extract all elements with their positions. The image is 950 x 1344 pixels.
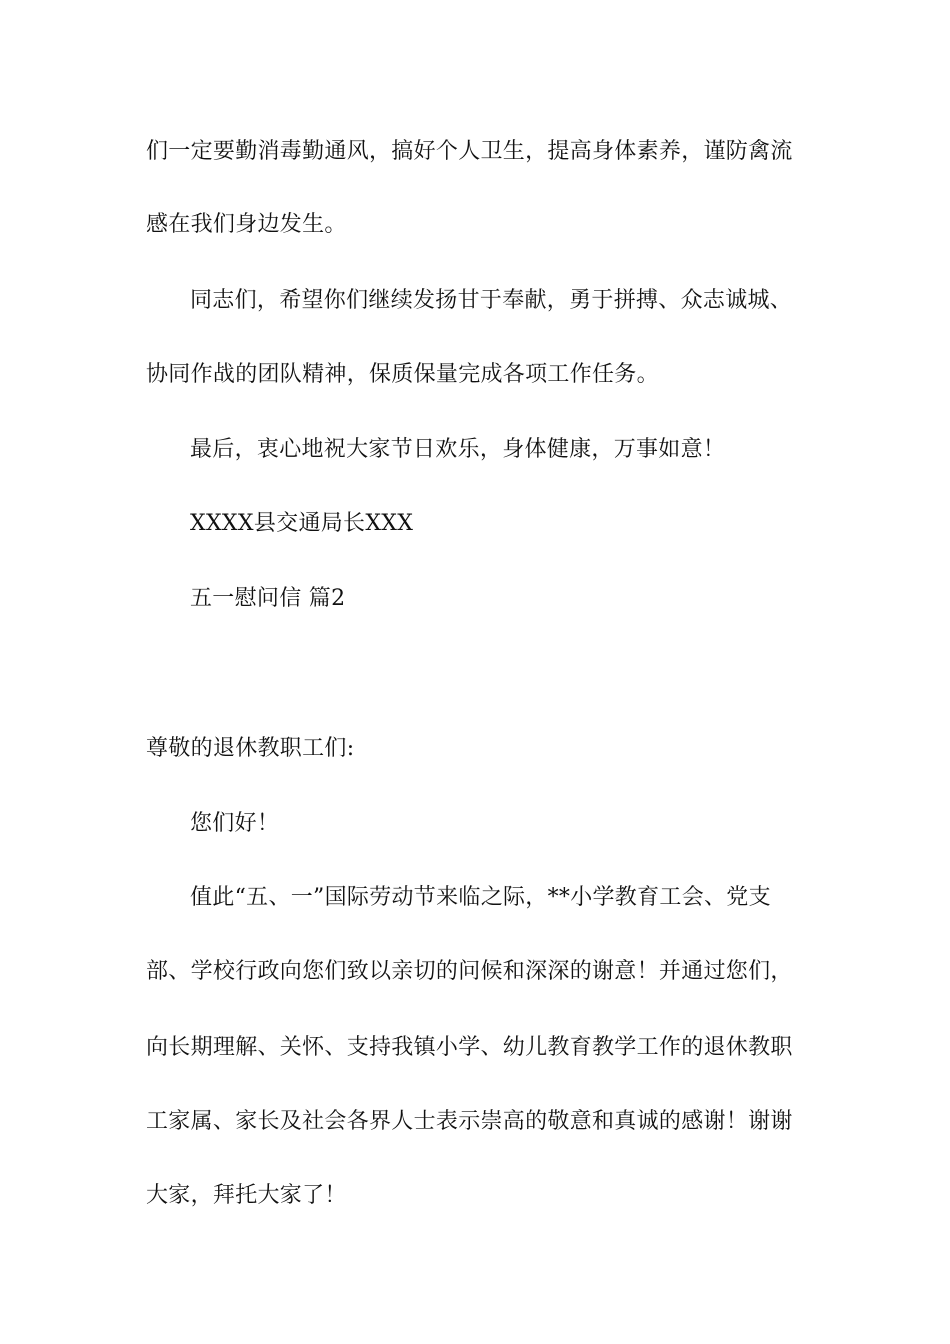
closing-wishes: 最后，衷心地祝大家节日欢乐，身体健康，万事如意！ [190,437,726,462]
salutation: 尊敬的退休教职工们: [146,736,355,761]
paragraph-line: 协同作战的团队精神，保质保量完成各项工作任务。 [146,362,659,387]
paragraph-line: 同志们，希望你们继续发扬甘于奉献，勇于拼搏、众志诚城、 [190,288,793,313]
greeting: 您们好！ [190,811,280,836]
paragraph-line: 工家属、家长及社会各界人士表示崇高的敬意和真诚的感谢！谢谢 [146,1109,793,1134]
paragraph-line: 大家，拜托大家了！ [146,1183,347,1208]
paragraph-line: 部、学校行政向您们致以亲切的问候和深深的谢意！并通过您们， [146,959,793,984]
paragraph-line: 们一定要勤消毒勤通风，搞好个人卫生，提高身体素养，谨防禽流 [146,139,793,164]
section-heading: 五一慰问信 篇2 [190,586,346,611]
paragraph-line: 感在我们身边发生。 [146,212,347,237]
paragraph-line: 值此“五、一”国际劳动节来临之际，**小学教育工会、党支 [190,885,771,910]
signature-line: XXXX县交通局长XXX [190,511,414,536]
paragraph-line: 向长期理解、关怀、支持我镇小学、幼儿教育教学工作的退休教职 [146,1035,793,1060]
